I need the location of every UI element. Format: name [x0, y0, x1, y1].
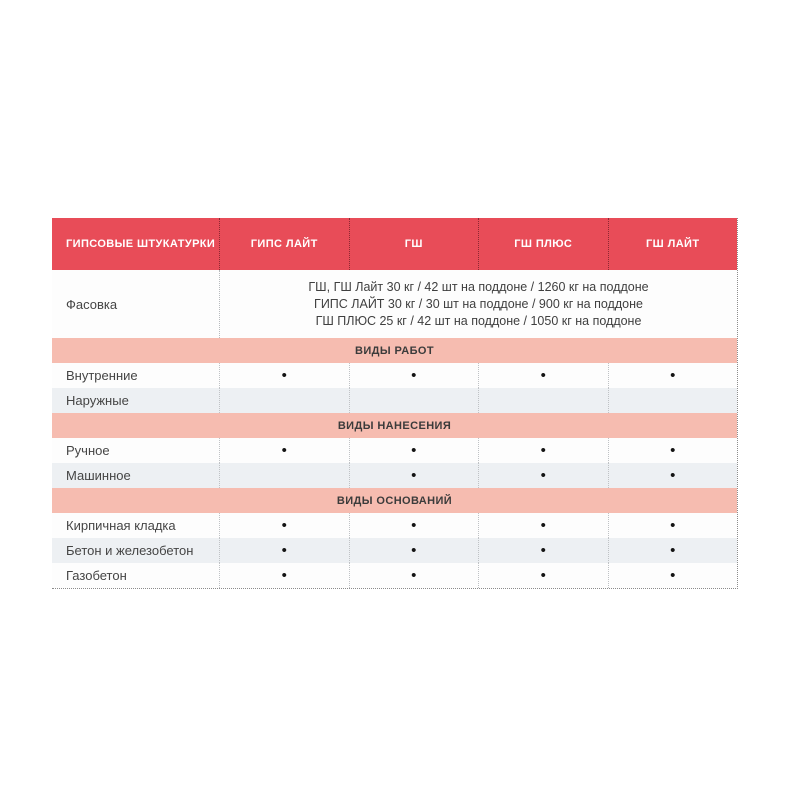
row-label: Ручное — [66, 443, 110, 458]
mark-cell: • — [349, 563, 479, 588]
row-label: Наружные — [66, 393, 129, 408]
mark-cell: • — [478, 538, 608, 563]
mark-cell: • — [219, 563, 349, 588]
header-cell-gsh-plus: ГШ ПЛЮС — [478, 218, 608, 270]
mark-cell: • — [349, 538, 479, 563]
header-cell-gips-lait: ГИПС ЛАЙТ — [219, 218, 349, 270]
mark-cell: • — [608, 438, 738, 463]
table-row-concrete — [52, 538, 737, 563]
mark-cell — [608, 388, 738, 413]
mark-cell: • — [219, 538, 349, 563]
table-row-manual — [52, 438, 737, 463]
mark-cell: • — [478, 463, 608, 488]
row-label: Внутренние — [66, 368, 138, 383]
section-band-work-types: ВИДЫ РАБОТ — [52, 338, 737, 363]
header-cell-gsh-lait: ГШ ЛАЙТ — [608, 218, 738, 270]
table-row-exterior — [52, 388, 737, 413]
table-row-machine — [52, 463, 737, 488]
mark-cell: • — [219, 438, 349, 463]
mark-cell: • — [478, 563, 608, 588]
mark-cell: • — [349, 463, 479, 488]
mark-cell: • — [349, 363, 479, 388]
mark-cell — [219, 388, 349, 413]
packing-row — [52, 270, 737, 338]
mark-cell — [349, 388, 479, 413]
table-header-row — [52, 218, 737, 270]
header-cell-gsh: ГШ — [349, 218, 479, 270]
mark-cell: • — [608, 463, 738, 488]
mark-cell — [478, 388, 608, 413]
packing-line-2: ГИПС ЛАЙТ 30 кг / 30 шт на поддоне / 900 кг на поддоне — [314, 296, 643, 311]
mark-cell: • — [349, 513, 479, 538]
row-label: Машинное — [66, 468, 131, 483]
mark-cell — [219, 463, 349, 488]
mark-cell: • — [608, 538, 738, 563]
packing-line-3: ГШ ПЛЮС 25 кг / 42 шт на поддоне / 1050 кг на поддоне — [315, 313, 642, 328]
mark-cell: • — [349, 438, 479, 463]
mark-cell: • — [219, 363, 349, 388]
row-label: Бетон и железобетон — [66, 543, 194, 558]
table-row-aerated-concrete — [52, 563, 737, 588]
row-label: Кирпичная кладка — [66, 518, 176, 533]
packing-details — [219, 270, 737, 338]
row-label: Газобетон — [66, 568, 127, 583]
packing-label: Фасовка — [66, 296, 118, 312]
mark-cell: • — [478, 363, 608, 388]
gypsum-plaster-comparison-table — [52, 218, 738, 589]
mark-cell: • — [478, 438, 608, 463]
table-row-brickwork — [52, 513, 737, 538]
section-band-application-types: ВИДЫ НАНЕСЕНИЯ — [52, 413, 737, 438]
mark-cell: • — [608, 513, 738, 538]
mark-cell: • — [478, 513, 608, 538]
packing-line-1: ГШ, ГШ Лайт 30 кг / 42 шт на поддоне / 1260 кг на поддоне — [308, 279, 649, 294]
header-cell-title: ГИПСОВЫЕ ШТУКАТУРКИ — [66, 238, 216, 250]
mark-cell: • — [608, 363, 738, 388]
mark-cell: • — [219, 513, 349, 538]
section-band-base-types: ВИДЫ ОСНОВАНИЙ — [52, 488, 737, 513]
table-row-interior — [52, 363, 737, 388]
mark-cell: • — [608, 563, 738, 588]
